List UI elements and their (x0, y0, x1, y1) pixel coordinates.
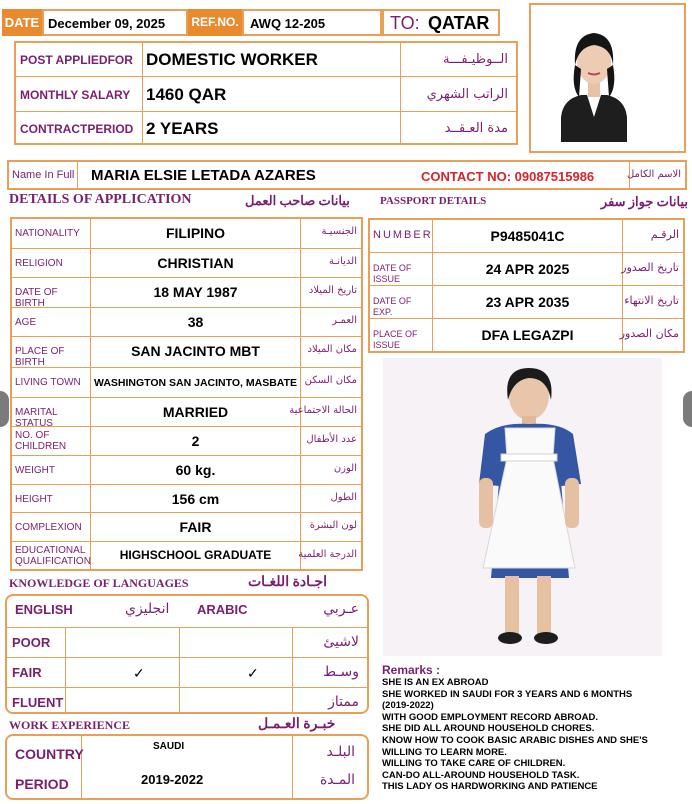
post-table (14, 41, 518, 145)
detail-value: MARRIED (162, 404, 229, 420)
remark-line: SHE WORKED IN SAUDI FOR 3 YEARS AND 6 MONTHS (382, 688, 633, 700)
detail-row (12, 219, 361, 249)
language-level-arabic: لاشيئ (323, 634, 359, 650)
full-body-photo (383, 358, 662, 656)
date-value: December 09, 2025 (48, 16, 166, 31)
detail-label: HEIGHT (15, 494, 53, 505)
salary-arabic: الراتب الشهري (426, 87, 508, 102)
detail-value: 2 (191, 433, 200, 449)
detail-arabic: مكان الميلاد (307, 344, 357, 355)
passport-arabic: تاريخ الانتهاء (624, 294, 679, 307)
detail-label: LIVING TOWN (15, 377, 81, 388)
detail-arabic: لون البشرة (309, 520, 357, 531)
detail-row (12, 485, 361, 513)
detail-row (12, 278, 361, 308)
passport-label: DATE OF EXP. (373, 296, 412, 317)
languages-title: KNOWLEDGE OF LANGUAGES (9, 576, 189, 590)
post-value: DOMESTIC WORKER (146, 50, 318, 69)
salary-value: 1460 QAR (146, 85, 227, 104)
remark-line: THIS LADY OS HARDWORKING AND PATIENCE (382, 781, 598, 793)
passport-value: DFA LEGAZPI (481, 327, 574, 343)
language-level-arabic: وسـط (323, 664, 359, 680)
name-label: Name In Full (12, 169, 75, 181)
left-scroll-handle[interactable] (0, 391, 9, 427)
country-value: SAUDI (153, 741, 185, 752)
contact-number: CONTACT NO: 09087515986 (421, 169, 595, 184)
passport-value: 24 APR 2025 (485, 261, 570, 277)
detail-row (12, 456, 361, 485)
passport-title-arabic: بيانات جواز سفر (600, 194, 688, 209)
detail-value: WASHINGTON SAN JACINTO, MASBATE (93, 377, 297, 389)
period-value: 2019-2022 (141, 772, 204, 787)
english-arabic: انجليزي (125, 601, 170, 617)
detail-value: FILIPINO (165, 225, 226, 241)
language-level-label: FLUENT (12, 695, 64, 710)
detail-row (12, 427, 361, 456)
detail-label: EDUCATIONAL QUALIFICATION (15, 545, 91, 567)
detail-value: 38 (187, 314, 204, 330)
work-title-arabic: خبـرة العـمـل (258, 717, 336, 732)
remark-line: WITH GOOD EMPLOYMENT RECORD ABROAD. (382, 711, 599, 723)
detail-arabic: مكان السكن (304, 375, 357, 386)
detail-label: MARITAL STATUS (15, 407, 58, 429)
remark-line: WILLING TO TAKE CARE OF CHILDREN. (382, 758, 566, 770)
remark-line: CAN-DO ALL-AROUND HOUSEHOLD TASK. (382, 769, 580, 781)
passport-row (370, 286, 683, 319)
name-row (7, 160, 687, 190)
detail-label: AGE (15, 317, 37, 328)
work-table (5, 734, 369, 800)
post-arabic: الــوظيـفـــة (443, 52, 508, 67)
remark-line: KNOW HOW TO COOK BASIC ARABIC DISHES AND SHE'S (382, 734, 648, 746)
ref-box (242, 9, 382, 36)
detail-row (12, 542, 361, 571)
date-label: DATE (4, 15, 40, 30)
name-value: MARIA ELSIE LETADA AZARES (91, 167, 316, 184)
detail-label: WEIGHT (15, 465, 55, 476)
right-scroll-handle[interactable] (683, 391, 692, 427)
to-value: QATAR (428, 13, 490, 33)
detail-row (12, 308, 361, 337)
remark-line: SHE DID ALL AROUND HOUSEHOLD CHORES. (382, 723, 595, 735)
ref-value: AWQ 12-205 (250, 16, 326, 31)
english-level-check: ✓ (133, 665, 145, 681)
language-level-label: FAIR (12, 665, 42, 680)
language-level-label: POOR (12, 635, 51, 650)
arabic-arabic: عـربي (323, 601, 359, 617)
passport-row (370, 220, 683, 253)
detail-row (12, 337, 361, 368)
detail-arabic: الطول (330, 492, 357, 503)
passport-row (370, 253, 683, 286)
detail-value: HIGHSCHOOL GRADUATE (119, 548, 272, 562)
contract-label: CONTRACTPERIOD (20, 122, 134, 136)
portrait-photo (551, 17, 637, 142)
detail-label: RELIGION (15, 258, 63, 269)
detail-row (12, 398, 361, 427)
detail-label: DATE OF BIRTH (15, 287, 58, 309)
arabic-label: ARABIC (197, 602, 248, 617)
detail-value: 18 MAY 1987 (153, 284, 238, 300)
ref-label-box (188, 9, 242, 36)
detail-label: COMPLEXION (15, 522, 82, 533)
detail-value: SAN JACINTO MBT (131, 343, 260, 359)
country-arabic: البلـد (326, 744, 355, 760)
english-label: ENGLISH (15, 602, 73, 617)
detail-label: PLACE OF BIRTH (15, 346, 65, 368)
passport-arabic: الرقـم (650, 228, 679, 241)
language-level-arabic: ممتاز (328, 694, 359, 710)
work-title: WORK EXPERIENCE (9, 718, 131, 732)
arabic-level-check: ✓ (247, 665, 259, 681)
salary-label: MONTHLY SALARY (20, 88, 131, 102)
to-box (382, 9, 500, 36)
remarks-title: Remarks : (382, 663, 441, 677)
period-arabic: المـدة (319, 772, 355, 788)
detail-arabic: الجنسيـة (321, 226, 357, 237)
contract-value: 2 YEARS (146, 119, 219, 138)
passport-label: DATE OF ISSUE (373, 263, 412, 284)
full-body-photo-area (383, 358, 662, 656)
detail-value: 60 kg. (175, 462, 216, 478)
detail-arabic: عدد الأطفال (306, 434, 357, 445)
date-label-box (2, 9, 42, 36)
passport-value: 23 APR 2035 (485, 294, 570, 310)
remark-line: WILLING TO LEARN MORE. (382, 746, 507, 758)
post-label: POST APPLIEDFOR (20, 53, 133, 67)
portrait-frame (529, 3, 686, 153)
passport-arabic: مكان الصدور (619, 327, 679, 340)
detail-value: 156 cm (171, 491, 220, 507)
detail-arabic: الدرجة العلمية (298, 549, 357, 560)
details-table (10, 217, 363, 571)
detail-row (12, 513, 361, 542)
details-title-arabic: بيانات صاحب العمل (245, 193, 350, 208)
name-arabic: الاسم الكامل (626, 169, 681, 180)
detail-arabic: الحالة الاجتماعية (289, 405, 357, 416)
detail-arabic: الوزن (333, 463, 357, 474)
detail-arabic: تاريخ الميلاد (308, 285, 357, 296)
detail-row (12, 368, 361, 398)
passport-label: PLACE OF ISSUE (373, 329, 418, 350)
passport-arabic: تاريخ الصدور (621, 261, 679, 274)
period-label: PERIOD (15, 776, 69, 792)
passport-label: NUMBER (373, 229, 433, 241)
country-label: COUNTRY (15, 746, 84, 762)
detail-label: NO. OF CHILDREN (15, 430, 67, 452)
passport-value: P9485041C (490, 228, 565, 244)
languages-title-arabic: اجـادة اللغـات (248, 575, 328, 590)
detail-value: FAIR (179, 519, 212, 535)
remark-line: (2019-2022) (382, 700, 434, 712)
languages-table (5, 594, 369, 714)
detail-row (12, 249, 361, 278)
passport-table (368, 218, 685, 353)
detail-label: NATIONALITY (15, 228, 80, 239)
contract-arabic: مدة العـقــد (444, 121, 508, 136)
ref-label: REF.NO. (191, 15, 239, 29)
detail-value: CHRISTIAN (157, 255, 234, 271)
passport-title: PASSPORT DETAILS (380, 195, 487, 207)
remark-line: SHE IS AN EX ABROAD (382, 677, 489, 688)
detail-arabic: الديانـة (329, 256, 357, 267)
to-label: TO: (390, 13, 420, 33)
passport-row (370, 319, 683, 352)
remarks (382, 664, 682, 793)
date-box (42, 9, 188, 36)
details-title: DETAILS OF APPLICATION (9, 192, 192, 207)
detail-arabic: العمـر (332, 315, 357, 326)
